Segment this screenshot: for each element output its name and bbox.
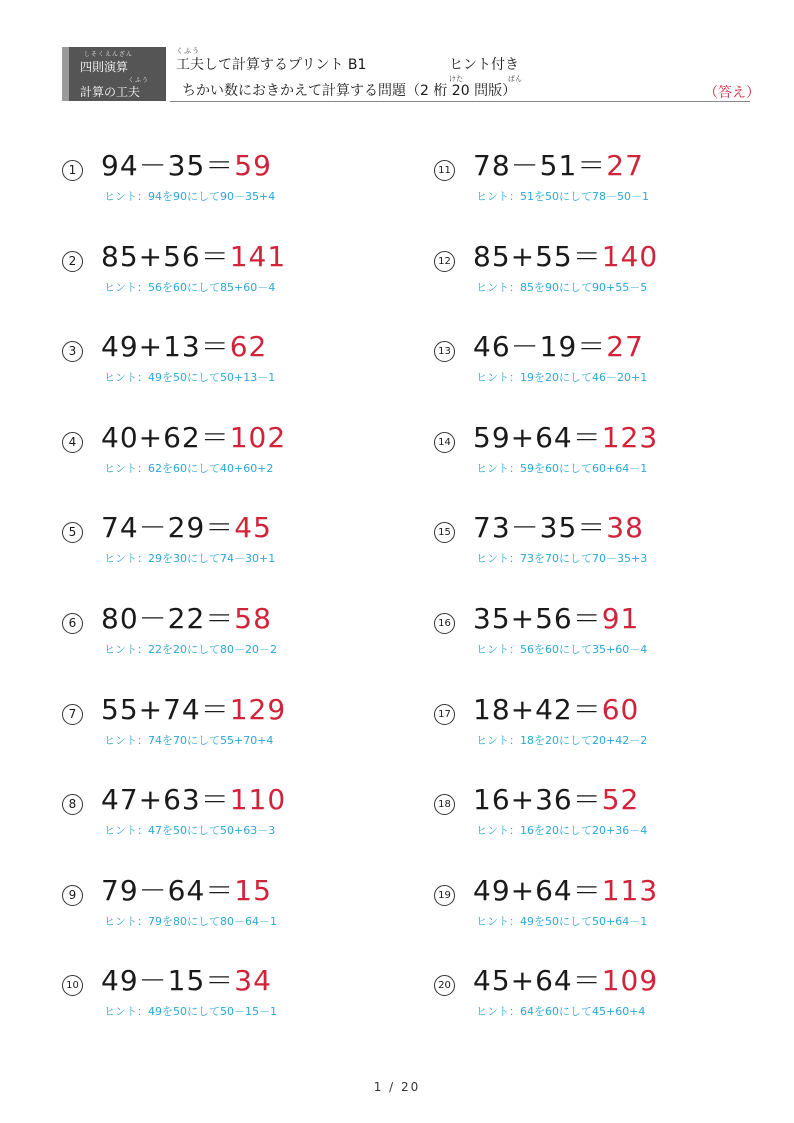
problem-hint: ヒント：74を70にして55+70+4 xyxy=(104,734,274,747)
expression-text: 46－19＝ xyxy=(473,330,607,363)
problem-item xyxy=(434,329,774,389)
answer-value: 15 xyxy=(234,874,272,907)
answer-value: 91 xyxy=(601,602,640,635)
problem-hint: ヒント：22を20にして80－20－2 xyxy=(104,643,277,656)
answer-value: 141 xyxy=(229,240,287,273)
problem-expression xyxy=(473,873,658,909)
page-title: 工夫して計算するプリント B1 xyxy=(176,57,367,73)
problem-item xyxy=(434,782,774,842)
problem-hint: ヒント：49を50にして50+64－1 xyxy=(476,915,648,928)
problem-hint: ヒント：79を80にして80－64－1 xyxy=(104,915,277,928)
problem-item xyxy=(434,601,774,661)
answer-value: 59 xyxy=(234,149,272,182)
problem-number: 14 xyxy=(434,432,455,453)
answer-value: 123 xyxy=(601,421,659,454)
problem-item xyxy=(62,239,402,299)
problem-expression xyxy=(101,692,286,728)
expression-text: 94－35＝ xyxy=(101,149,235,182)
problem-expression xyxy=(473,963,658,999)
problem-expression xyxy=(473,510,644,546)
problem-number: 9 xyxy=(62,885,83,906)
answer-value: 102 xyxy=(229,421,287,454)
answer-value: 45 xyxy=(234,511,272,544)
problem-hint: ヒント：56を60にして35+60－4 xyxy=(476,643,648,656)
problem-number: 19 xyxy=(434,885,455,906)
subtitle-ruby-ban: ばん xyxy=(508,75,522,83)
problem-hint: ヒント：18を20にして20+42－2 xyxy=(476,734,648,747)
expression-text: 35+56＝ xyxy=(473,602,602,635)
problem-number: 20 xyxy=(434,975,455,996)
problem-number: 7 xyxy=(62,704,83,725)
expression-text: 45+64＝ xyxy=(473,964,602,997)
problem-number: 10 xyxy=(62,975,83,996)
page-subtitle: ちかい数におきかえて計算する問題（2 桁 20 問版） xyxy=(182,83,517,99)
problem-number: 6 xyxy=(62,613,83,634)
expression-text: 16+36＝ xyxy=(473,783,602,816)
problem-item xyxy=(434,239,774,299)
answer-value: 38 xyxy=(606,511,644,544)
answer-value: 58 xyxy=(234,602,272,635)
problem-expression xyxy=(101,239,286,275)
badge-category: 四則演算 xyxy=(80,60,129,74)
expression-text: 85+55＝ xyxy=(473,240,602,273)
hint-flag: ヒント付き xyxy=(449,57,519,73)
problem-number: 15 xyxy=(434,522,455,543)
problem-number: 1 xyxy=(62,160,83,181)
problem-item xyxy=(62,510,402,570)
problem-item xyxy=(62,601,402,661)
expression-text: 49－15＝ xyxy=(101,964,235,997)
problem-hint: ヒント：59を60にして60+64－1 xyxy=(476,462,648,475)
problem-expression xyxy=(101,329,267,365)
problem-hint: ヒント：94を90にして90－35+4 xyxy=(104,190,276,203)
subtitle-ruby-keta: けた xyxy=(449,75,463,83)
answer-value: 60 xyxy=(601,693,640,726)
problem-hint: ヒント：64を60にして45+60+4 xyxy=(476,1005,646,1018)
header-divider xyxy=(170,101,750,102)
answer-value: 110 xyxy=(229,783,287,816)
problem-expression xyxy=(101,148,272,184)
problem-hint: ヒント：16を20にして20+36－4 xyxy=(476,824,648,837)
answer-value: 140 xyxy=(601,240,659,273)
problem-expression xyxy=(101,510,272,546)
problem-item xyxy=(62,148,402,208)
expression-text: 80－22＝ xyxy=(101,602,235,635)
problem-item xyxy=(434,963,774,1023)
expression-text: 78－51＝ xyxy=(473,149,607,182)
title-ruby: くふう xyxy=(176,47,200,55)
problem-expression xyxy=(473,420,658,456)
problem-hint: ヒント：49を50にして50+13－1 xyxy=(104,371,276,384)
badge-ruby-1: しそくえんざん xyxy=(84,51,134,58)
problem-number: 13 xyxy=(434,341,455,362)
problem-number: 16 xyxy=(434,613,455,634)
problem-hint: ヒント：29を30にして74－30+1 xyxy=(104,552,276,565)
problem-number: 17 xyxy=(434,704,455,725)
problem-item xyxy=(434,873,774,933)
badge-accent-bar xyxy=(62,47,69,101)
problem-number: 11 xyxy=(434,160,455,181)
expression-text: 49+64＝ xyxy=(473,874,602,907)
answers-tag: （答え） xyxy=(704,85,760,101)
problem-item xyxy=(434,510,774,570)
expression-text: 47+63＝ xyxy=(101,783,230,816)
problem-expression xyxy=(101,873,272,909)
problem-item xyxy=(434,148,774,208)
problem-item xyxy=(434,420,774,480)
problem-expression xyxy=(473,239,658,275)
problem-expression xyxy=(473,782,639,818)
badge-topic: 計算の工夫 xyxy=(80,85,141,99)
expression-text: 59+64＝ xyxy=(473,421,602,454)
badge-ruby-2: くふう xyxy=(128,77,150,84)
problem-number: 8 xyxy=(62,794,83,815)
problem-hint: ヒント：47を50にして50+63－3 xyxy=(104,824,276,837)
problem-hint: ヒント：73を70にして70－35+3 xyxy=(476,552,648,565)
problem-number: 4 xyxy=(62,432,83,453)
problem-expression xyxy=(473,329,644,365)
problem-expression xyxy=(473,601,639,637)
expression-text: 40+62＝ xyxy=(101,421,230,454)
problem-item xyxy=(434,692,774,752)
expression-text: 79－64＝ xyxy=(101,874,235,907)
expression-text: 73－35＝ xyxy=(473,511,607,544)
problem-number: 2 xyxy=(62,251,83,272)
problem-item xyxy=(62,963,402,1023)
problem-hint: ヒント：85を90にして90+55－5 xyxy=(476,281,648,294)
expression-text: 55+74＝ xyxy=(101,693,230,726)
problem-expression xyxy=(101,963,272,999)
problem-number: 5 xyxy=(62,522,83,543)
problem-number: 12 xyxy=(434,251,455,272)
problem-hint: ヒント：49を50にして50－15－1 xyxy=(104,1005,277,1018)
problem-number: 3 xyxy=(62,341,83,362)
problem-expression xyxy=(473,692,639,728)
answer-value: 34 xyxy=(234,964,272,997)
problem-item xyxy=(62,873,402,933)
answer-value: 27 xyxy=(606,330,644,363)
problem-hint: ヒント：56を60にして85+60－4 xyxy=(104,281,276,294)
problem-item xyxy=(62,692,402,752)
page-number: 1 / 20 xyxy=(373,1080,421,1094)
problem-number: 18 xyxy=(434,794,455,815)
answer-value: 62 xyxy=(229,330,268,363)
answer-value: 109 xyxy=(601,964,659,997)
answer-value: 27 xyxy=(606,149,644,182)
problem-expression xyxy=(101,782,286,818)
expression-text: 85+56＝ xyxy=(101,240,230,273)
problem-hint: ヒント：51を50にして78－50－1 xyxy=(476,190,649,203)
expression-text: 18+42＝ xyxy=(473,693,602,726)
problem-hint: ヒント：62を60にして40+60+2 xyxy=(104,462,274,475)
answer-value: 52 xyxy=(601,783,640,816)
expression-text: 49+13＝ xyxy=(101,330,230,363)
problem-expression xyxy=(473,148,644,184)
category-badge xyxy=(62,47,166,101)
problem-expression xyxy=(101,601,272,637)
problem-expression xyxy=(101,420,286,456)
expression-text: 74－29＝ xyxy=(101,511,235,544)
answer-value: 129 xyxy=(229,693,287,726)
problem-hint: ヒント：19を20にして46－20+1 xyxy=(476,371,648,384)
problem-item xyxy=(62,329,402,389)
problem-item xyxy=(62,420,402,480)
problem-item xyxy=(62,782,402,842)
answer-value: 113 xyxy=(601,874,659,907)
